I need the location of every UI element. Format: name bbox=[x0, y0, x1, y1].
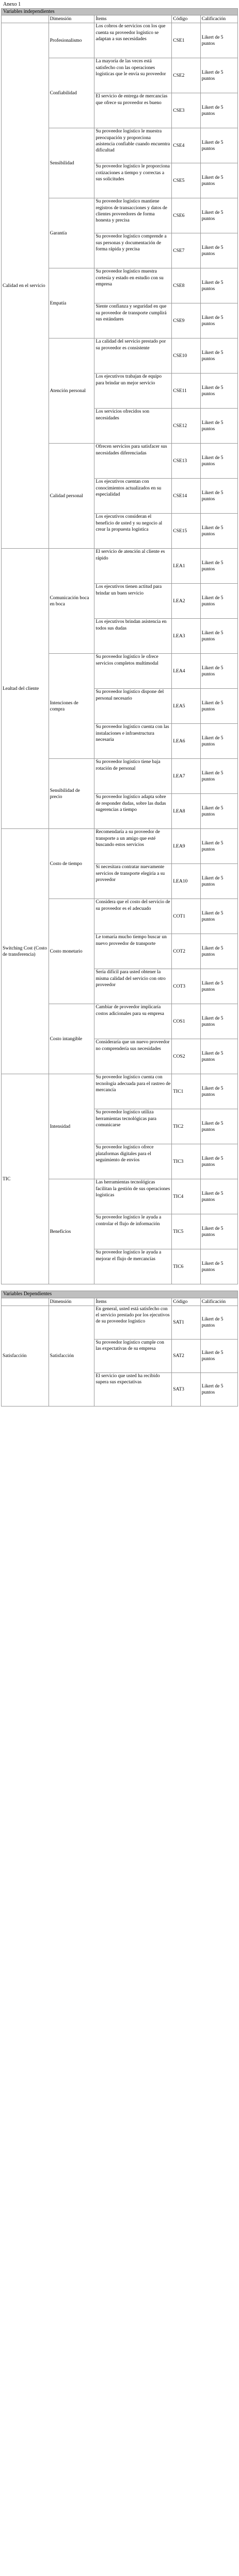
item-code: SAT2 bbox=[172, 1339, 201, 1372]
item-code: CSE5 bbox=[172, 163, 201, 198]
item-rating: Likert de 5 puntos bbox=[200, 1214, 237, 1249]
subdimension-cell: Sensibilidad bbox=[49, 128, 94, 198]
item-code: LEA3 bbox=[172, 619, 201, 654]
item-text: Ofrecen servicios para satisfacer sus necesidades diferenciadas bbox=[94, 444, 172, 479]
item-code: TIC5 bbox=[172, 1214, 201, 1249]
item-rating: Likert de 5 puntos bbox=[200, 829, 237, 864]
subdimension-cell: Confiabilidad bbox=[49, 58, 94, 128]
subdimension-cell: Profesionalismo bbox=[49, 23, 94, 58]
item-text: Los ejecutivos brindan asistencia en todos sus dudas bbox=[94, 619, 172, 654]
item-rating: Likert de 5 puntos bbox=[200, 479, 237, 514]
item-code: TIC4 bbox=[172, 1179, 201, 1214]
item-text: Su proveedor logístico utiliza herramientas tecnológicas para comunicarse bbox=[94, 1109, 172, 1144]
item-code: TIC3 bbox=[172, 1144, 201, 1179]
subdimension-cell: Costo monetario bbox=[49, 899, 94, 1004]
item-text: Los ejecutivos trabajan de equipo para brindar un mejor servicio bbox=[94, 374, 172, 409]
item-rating: Likert de 5 puntos bbox=[200, 303, 237, 338]
item-code: LEA7 bbox=[172, 759, 201, 794]
item-text: Cambiar de proveedor implicaría costos adicionales para su empresa bbox=[94, 1004, 172, 1039]
item-rating: Likert de 5 puntos bbox=[200, 1039, 237, 1074]
item-text: Los ejecutivos cuentan con conocimientos actualizados en su especialidad bbox=[94, 479, 172, 514]
item-rating: Likert de 5 puntos bbox=[200, 444, 237, 479]
item-code: CSE2 bbox=[172, 58, 201, 93]
subdimension-cell: Atención personal bbox=[49, 338, 94, 444]
item-code: SAT3 bbox=[172, 1372, 201, 1406]
header-row bbox=[2, 1298, 238, 1306]
item-code: LEA2 bbox=[172, 584, 201, 619]
variables-tables bbox=[0, 8, 239, 1406]
item-text: Le tomaría mucho tiempo buscar un nuevo proveedor de transporte bbox=[94, 934, 172, 969]
item-rating: Likert de 5 puntos bbox=[200, 689, 237, 724]
item-code: CSE3 bbox=[172, 93, 201, 128]
dependent-variables-table bbox=[1, 1291, 238, 1406]
item-code: COS1 bbox=[172, 1004, 201, 1039]
item-text: Su proveedor logístico ofrece plataformas digitales para el seguimiento de envíos bbox=[94, 1144, 172, 1179]
header-cell bbox=[2, 1298, 49, 1306]
subdimension-cell: Beneficios bbox=[49, 1179, 94, 1284]
item-rating: Likert de 5 puntos bbox=[200, 374, 237, 409]
item-code: TIC2 bbox=[172, 1109, 201, 1144]
header-row bbox=[2, 15, 238, 23]
item-rating: Likert de 5 puntos bbox=[200, 233, 237, 268]
header-cell: Ítems bbox=[94, 1298, 172, 1306]
item-code: COT3 bbox=[172, 969, 201, 1004]
item-text: Su proveedor logístico cumple con las expectativas de su empresa bbox=[94, 1339, 172, 1372]
header-cell: Calificación bbox=[200, 1298, 237, 1306]
item-rating: Likert de 5 puntos bbox=[200, 899, 237, 934]
subdimension-cell: Calidad personal bbox=[49, 444, 94, 549]
item-text: Su proveedor logístico le ayuda a mejorar el flujo de mercancías bbox=[94, 1249, 172, 1284]
table-row bbox=[2, 1074, 238, 1109]
item-text: Las herramientas tecnológicas facilitan la gestión de sus operaciones logísticas bbox=[94, 1179, 172, 1214]
item-rating: Likert de 5 puntos bbox=[200, 794, 237, 829]
item-text: Si necesitara contratar nuevamente servicios de transporte elegiría a su proveedor bbox=[94, 864, 172, 899]
item-code: LEA9 bbox=[172, 829, 201, 864]
item-rating: Likert de 5 puntos bbox=[200, 514, 237, 549]
item-rating: Likert de 5 puntos bbox=[200, 58, 237, 93]
item-code: CSE12 bbox=[172, 409, 201, 444]
section-title-row bbox=[2, 1291, 238, 1298]
item-text: En general, usted está satisfecho con el servicio prestado por los ejecutivos de su proveedor logístico bbox=[94, 1306, 172, 1339]
subdimension-cell: Costo intangible bbox=[49, 1004, 94, 1074]
item-code: CSE13 bbox=[172, 444, 201, 479]
header-cell: Dimensión bbox=[49, 1298, 94, 1306]
item-rating: Likert de 5 puntos bbox=[200, 1249, 237, 1284]
item-text: Los cobros de servicios con los que cuenta su proveedor logístico se adaptan a sus necesidades bbox=[94, 23, 172, 58]
item-code: CSE8 bbox=[172, 268, 201, 303]
item-code: SAT1 bbox=[172, 1306, 201, 1339]
item-rating: Likert de 5 puntos bbox=[200, 584, 237, 619]
item-text: Los servicios ofrecidos son necesidades bbox=[94, 409, 172, 444]
item-text: El servicio que usted ha recibido supera sus expectativas bbox=[94, 1372, 172, 1406]
table-row bbox=[2, 23, 238, 58]
item-code: TIC1 bbox=[172, 1074, 201, 1109]
header-cell: Ítems bbox=[94, 15, 172, 23]
item-code: LEA4 bbox=[172, 654, 201, 689]
header-cell: Código bbox=[172, 1298, 201, 1306]
dimension-cell: Calidad en el servicio bbox=[2, 23, 49, 549]
header-cell bbox=[2, 15, 49, 23]
item-code: COS2 bbox=[172, 1039, 201, 1074]
independent-variables-table bbox=[1, 8, 238, 1284]
item-rating: Likert de 5 puntos bbox=[200, 268, 237, 303]
item-text: El servicio de atención al cliente es rápido bbox=[94, 549, 172, 584]
item-rating: Likert de 5 puntos bbox=[200, 864, 237, 899]
item-code: CSE11 bbox=[172, 374, 201, 409]
item-code: TIC6 bbox=[172, 1249, 201, 1284]
item-code: CSE15 bbox=[172, 514, 201, 549]
annex-title: Anexo 1 bbox=[3, 2, 21, 7]
item-rating: Likert de 5 puntos bbox=[200, 128, 237, 163]
header-cell: Dimensión bbox=[49, 15, 94, 23]
item-text: Su proveedor logístico cuenta con tecnología adecuada para el rastreo de mercancía bbox=[94, 1074, 172, 1109]
subdimension-cell: Intensidad bbox=[49, 1074, 94, 1179]
item-rating: Likert de 5 puntos bbox=[200, 619, 237, 654]
item-text: Su proveedor logístico le ayuda a controlar el flujo de información bbox=[94, 1214, 172, 1249]
item-rating: Likert de 5 puntos bbox=[200, 759, 237, 794]
item-code: CSE10 bbox=[172, 338, 201, 374]
subdimension-cell: Intenciones de compra bbox=[49, 654, 94, 759]
item-code: CSE14 bbox=[172, 479, 201, 514]
item-code: CSE9 bbox=[172, 303, 201, 338]
item-text: Su proveedor logístico tiene baja rotación de personal bbox=[94, 759, 172, 794]
item-rating: Likert de 5 puntos bbox=[200, 409, 237, 444]
item-rating: Likert de 5 puntos bbox=[200, 1074, 237, 1109]
dimension-cell: Satisfacción bbox=[2, 1306, 49, 1406]
header-cell: Código bbox=[172, 15, 201, 23]
item-text: Su proveedor logístico le muestra preocupación y proporciona asistencia confiable cuando encuentra dificultad bbox=[94, 128, 172, 163]
table-row bbox=[2, 549, 238, 584]
header-cell: Calificación bbox=[200, 15, 237, 23]
item-code: LEA1 bbox=[172, 549, 201, 584]
item-rating: Likert de 5 puntos bbox=[200, 969, 237, 1004]
item-text: La mayoría de las veces está satisfecho con las operaciones logísticas que le envía su proveedor bbox=[94, 58, 172, 93]
item-rating: Likert de 5 puntos bbox=[200, 93, 237, 128]
item-text: Su proveedor logístico cuenta con las instalaciones e infraestructura necesaria bbox=[94, 724, 172, 759]
subdimension-cell: Costo de tiempo bbox=[49, 829, 94, 899]
item-rating: Likert de 5 puntos bbox=[200, 23, 237, 58]
item-code: LEA6 bbox=[172, 724, 201, 759]
item-rating: Likert de 5 puntos bbox=[200, 338, 237, 374]
item-rating: Likert de 5 puntos bbox=[200, 1306, 237, 1339]
item-rating: Likert de 5 puntos bbox=[200, 1179, 237, 1214]
item-text: La calidad del servicio prestado por su proveedor es consistente bbox=[94, 338, 172, 374]
item-rating: Likert de 5 puntos bbox=[200, 1372, 237, 1406]
item-text: Su proveedor logístico adapta sobre de responder dudas, sobre las dudas sugerencias a tiempo bbox=[94, 794, 172, 829]
subdimension-cell: Garantía bbox=[49, 198, 94, 268]
item-text: Consideraría que un nuevo proveedor no comprendería sus necesidades bbox=[94, 1039, 172, 1074]
dimension-cell: Lealtad del cliente bbox=[2, 549, 49, 829]
subdimension-cell: Satisfacción bbox=[49, 1306, 94, 1406]
item-code: CSE1 bbox=[172, 23, 201, 58]
item-text: Considera que el costo del servicio de su proveedor es el adecuado bbox=[94, 899, 172, 934]
subdimension-cell: Sensibilidad de precio bbox=[49, 759, 94, 829]
item-rating: Likert de 5 puntos bbox=[200, 1144, 237, 1179]
item-code: LEA8 bbox=[172, 794, 201, 829]
subdimension-cell: Comunicación boca en boca bbox=[49, 549, 94, 654]
item-rating: Likert de 5 puntos bbox=[200, 198, 237, 233]
item-rating: Likert de 5 puntos bbox=[200, 1339, 237, 1372]
item-rating: Likert de 5 puntos bbox=[200, 163, 237, 198]
item-code: CSE4 bbox=[172, 128, 201, 163]
item-text: Los ejecutivos consideran el beneficio de usted y su negocio al crear la propuesta logística bbox=[94, 514, 172, 549]
item-text: Su proveedor logístico dispone del personal necesario bbox=[94, 689, 172, 724]
item-rating: Likert de 5 puntos bbox=[200, 934, 237, 969]
item-text: Sería difícil para usted obtener la misma calidad del servicio con otro proveedor bbox=[94, 969, 172, 1004]
section-title-row bbox=[2, 9, 238, 15]
item-code: LEA10 bbox=[172, 864, 201, 899]
item-rating: Likert de 5 puntos bbox=[200, 1109, 237, 1144]
item-text: El servicio de entrega de mercancías que ofrece su proveedor es bueno bbox=[94, 93, 172, 128]
item-code: COT2 bbox=[172, 934, 201, 969]
item-text: Su proveedor logístico mantiene registros de transacciones y datos de clientes proveedores de forma honesta y precisa bbox=[94, 198, 172, 233]
section-title: Variables independientes bbox=[2, 9, 238, 15]
item-code: LEA5 bbox=[172, 689, 201, 724]
item-text: Su proveedor logístico le proporciona cotizaciones a tiempo y correctas a sus solicitudes bbox=[94, 163, 172, 198]
item-text: Su proveedor logístico comprende a sus personas y documentación de forma rápida y precisa bbox=[94, 233, 172, 268]
dimension-cell: Switching Cost (Costo de transferencia) bbox=[2, 829, 49, 1074]
item-rating: Likert de 5 puntos bbox=[200, 654, 237, 689]
item-text: Su proveedor logístico muestra cortesía y estado en estudio con su empresa bbox=[94, 268, 172, 303]
item-text: Siente confianza y seguridad en que su proveedor de transporte cumplirá sus estándares bbox=[94, 303, 172, 338]
subdimension-cell: Empatía bbox=[49, 268, 94, 338]
item-text: Su proveedor logístico le ofrece servicios completos multimodal bbox=[94, 654, 172, 689]
section-title: Variables Dependientes bbox=[2, 1291, 238, 1298]
item-code: CSE6 bbox=[172, 198, 201, 233]
item-text: Recomendaría a su proveedor de transporte a un amigo que esté buscando estos servicios bbox=[94, 829, 172, 864]
section-spacer bbox=[0, 1284, 239, 1291]
item-code: COT1 bbox=[172, 899, 201, 934]
item-code: CSE7 bbox=[172, 233, 201, 268]
table-row bbox=[2, 829, 238, 864]
table-row bbox=[2, 1306, 238, 1339]
item-text: Los ejecutivos tienen actitud para brindar un buen servicio bbox=[94, 584, 172, 619]
item-rating: Likert de 5 puntos bbox=[200, 549, 237, 584]
item-rating: Likert de 5 puntos bbox=[200, 724, 237, 759]
dimension-cell: TIC bbox=[2, 1074, 49, 1284]
item-rating: Likert de 5 puntos bbox=[200, 1004, 237, 1039]
